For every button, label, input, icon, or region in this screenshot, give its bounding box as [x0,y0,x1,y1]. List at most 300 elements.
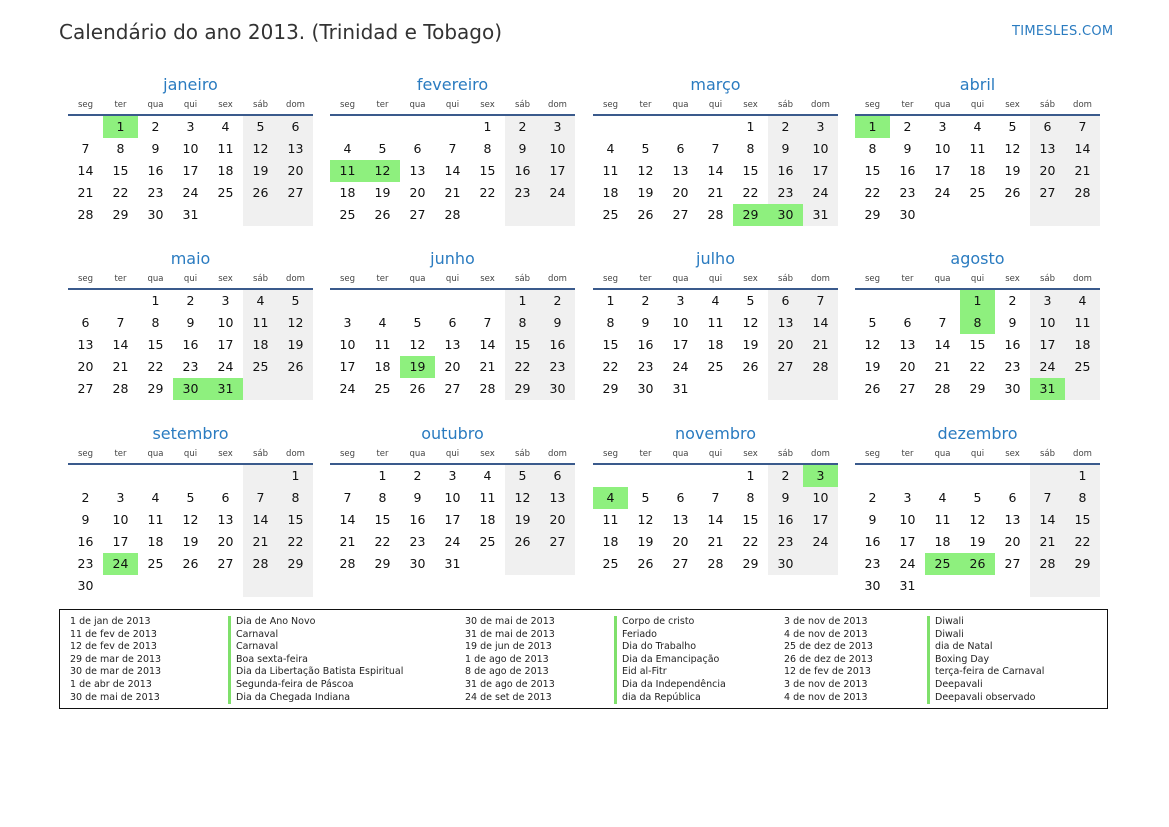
day-cell: 8 [378,490,387,505]
day-cell: 16 [637,337,654,352]
day-cell: 27 [278,182,313,204]
weekday-header [68,96,313,116]
legend-holiday-name: Carnaval [228,641,403,654]
day-cell: 6 [540,465,575,487]
day-cell: 13 [409,163,426,178]
day-cell: 15 [1065,509,1100,531]
weekday-label: seg [77,100,94,110]
day-cell: 1 [746,119,755,134]
empty-cell [68,465,103,487]
weekday-label: ter [639,449,652,459]
day-cell: 7 [1030,487,1065,509]
weekday-header [593,445,838,465]
month-name: setembro [152,424,229,443]
day-cell: 27 [672,207,689,222]
weekday-label: qui [970,100,985,110]
empty-cell [995,204,1030,226]
weekday-header [855,270,1100,290]
day-cell: 16 [1004,337,1021,352]
day-cell: 31 [182,207,199,222]
day-cell: 18 [969,163,986,178]
empty-cell [278,204,313,226]
day-cell: 27 [899,381,916,396]
day-cell: 21 [1065,160,1100,182]
weekday-label: qui [708,274,723,284]
day-cell: 29 [112,207,129,222]
day-cell: 17 [339,359,356,374]
month-setembro [68,423,313,597]
weekday-label: seg [339,100,356,110]
day-cell: 14 [934,337,951,352]
day-cell: 16 [768,509,803,531]
empty-cell [330,290,365,312]
day-cell: 20 [1030,160,1065,182]
day-cell: 11 [374,337,391,352]
day-cell: 2 [768,465,803,487]
day-cell: 20 [768,334,803,356]
empty-cell [540,204,575,226]
day-cell: 4 [1065,290,1100,312]
day-cell: 10 [112,512,129,527]
empty-cell [803,378,838,400]
day-cell: 26 [505,531,540,553]
day-cell: 1 [855,116,890,138]
day-cell: 18 [602,185,619,200]
day-cell: 11 [243,312,278,334]
day-cell: 29 [147,381,164,396]
weekday-label: dom [811,100,830,110]
day-cell: 3 [803,116,838,138]
empty-cell [593,116,628,138]
legend-holiday-name: Diwali [927,629,1044,642]
day-cell: 26 [374,207,391,222]
month-outubro [330,423,575,575]
legend-holiday-name: dia de Natal [927,641,1044,654]
weekday-label: sex [1005,100,1020,110]
day-cell: 7 [711,141,720,156]
day-cell: 24 [803,531,838,553]
day-cell: 3 [676,293,685,308]
day-cell: 28 [243,553,278,575]
weekday-label: sáb [252,449,269,459]
weekday-header [68,445,313,465]
day-cell: 27 [77,381,94,396]
day-cell: 23 [864,556,881,571]
day-cell: 7 [448,141,457,156]
day-cell: 4 [973,119,982,134]
day-cell: 14 [479,337,496,352]
day-cell: 17 [182,163,199,178]
day-cell: 14 [803,312,838,334]
empty-cell [505,553,540,575]
day-cell: 14 [77,163,94,178]
day-cell: 1 [151,293,160,308]
empty-cell [890,465,925,487]
empty-cell [278,575,313,597]
day-cell: 23 [77,556,94,571]
empty-cell [243,204,278,226]
legend-holiday-name: Dia da Chegada Indiana [228,692,403,705]
day-cell: 13 [77,337,94,352]
weekday-label: dom [286,100,305,110]
brand-link[interactable]: TIMESLES.COM [1012,24,1114,39]
day-cell: 28 [707,556,724,571]
empty-cell [435,290,470,312]
weekday-header [68,270,313,290]
day-cell: 23 [409,534,426,549]
day-cell: 2 [505,116,540,138]
day-grid [855,116,1100,226]
empty-cell [400,290,435,312]
day-cell: 15 [864,163,881,178]
day-cell: 16 [147,163,164,178]
weekday-label: ter [114,449,127,459]
day-cell: 30 [540,378,575,400]
day-cell: 22 [602,359,619,374]
weekday-label: dom [811,449,830,459]
legend-names-1 [228,616,403,704]
day-cell: 21 [339,534,356,549]
day-cell: 17 [540,160,575,182]
day-cell: 12 [409,337,426,352]
day-cell: 1 [606,293,615,308]
day-cell: 20 [672,185,689,200]
day-cell: 13 [540,487,575,509]
day-cell: 12 [742,315,759,330]
day-cell: 12 [243,138,278,160]
weekday-label: sex [218,100,233,110]
day-cell: 9 [186,315,195,330]
day-cell: 14 [1065,138,1100,160]
day-cell: 3 [540,116,575,138]
day-cell: 31 [208,378,243,400]
day-cell: 13 [672,163,689,178]
legend-date: 29 de mar de 2013 [70,653,162,665]
day-cell: 7 [116,315,125,330]
day-cell: 16 [505,160,540,182]
day-cell: 14 [243,509,278,531]
legend-date: 31 de ago de 2013 [465,678,555,690]
weekday-label: sex [218,449,233,459]
day-cell: 5 [278,290,313,312]
day-cell: 22 [147,359,164,374]
day-cell: 3 [1030,290,1065,312]
day-cell: 19 [400,356,435,378]
weekday-label: ter [901,274,914,284]
legend-date: 12 de fev de 2013 [70,641,157,653]
day-cell: 19 [864,359,881,374]
day-cell: 7 [938,315,947,330]
day-cell: 20 [1004,534,1021,549]
day-cell: 14 [707,512,724,527]
day-cell: 25 [147,556,164,571]
day-cell: 8 [151,315,160,330]
day-cell: 8 [116,141,125,156]
empty-cell [960,204,995,226]
day-cell: 3 [116,490,125,505]
day-cell: 28 [112,381,129,396]
day-cell: 15 [479,163,496,178]
day-cell: 24 [217,359,234,374]
day-cell: 15 [742,512,759,527]
month-novembro [593,423,838,575]
day-cell: 26 [409,381,426,396]
legend-holiday-name: dia da República [614,692,726,705]
day-cell: 30 [147,207,164,222]
day-cell: 19 [374,185,391,200]
month-name: junho [430,249,475,268]
day-cell: 5 [378,141,387,156]
day-cell: 28 [479,381,496,396]
day-cell: 31 [672,381,689,396]
day-cell: 31 [1030,378,1065,400]
month-maio [68,248,313,400]
day-cell: 15 [505,334,540,356]
day-cell: 6 [1030,116,1065,138]
day-cell: 10 [672,315,689,330]
day-cell: 30 [1004,381,1021,396]
weekday-label: qui [445,449,460,459]
legend-holiday-name: Feriado [614,629,726,642]
day-cell: 29 [969,381,986,396]
day-cell: 26 [960,553,995,575]
legend-date: 30 de mar de 2013 [70,666,162,678]
day-cell: 11 [1065,312,1100,334]
empty-cell [208,204,243,226]
weekday-label: seg [77,449,94,459]
day-cell: 25 [602,207,619,222]
day-cell: 28 [77,207,94,222]
weekday-label: ter [114,274,127,284]
day-cell: 25 [969,185,986,200]
day-cell: 29 [864,207,881,222]
month-name: outubro [421,424,484,443]
day-cell: 17 [934,163,951,178]
day-cell: 26 [278,356,313,378]
legend-date: 25 de dez de 2013 [784,641,873,653]
empty-cell [803,553,838,575]
day-cell: 10 [339,337,356,352]
day-cell: 5 [641,141,650,156]
day-cell: 9 [1008,315,1017,330]
empty-cell [435,116,470,138]
day-cell: 13 [444,337,461,352]
day-cell: 8 [1065,487,1100,509]
legend-date: 24 de set de 2013 [465,691,552,703]
empty-cell [593,465,628,487]
empty-cell [470,204,505,226]
weekday-header [855,445,1100,465]
day-cell: 5 [1008,119,1017,134]
day-cell: 10 [444,490,461,505]
weekday-label: qua [934,274,951,284]
day-cell: 22 [969,359,986,374]
day-cell: 12 [637,163,654,178]
month-name: fevereiro [416,75,489,94]
day-cell: 18 [934,534,951,549]
day-cell: 12 [1004,141,1021,156]
legend-holiday-name: Deepavali [927,679,1044,692]
legend-holiday-name: Carnaval [228,629,403,642]
day-cell: 28 [707,207,724,222]
month-name: janeiro [163,75,218,94]
weekday-label: sex [1005,449,1020,459]
day-cell: 16 [768,160,803,182]
empty-cell [995,465,1030,487]
day-cell: 7 [81,141,90,156]
weekday-label: qua [672,100,689,110]
day-cell: 3 [186,119,195,134]
day-cell: 18 [1065,334,1100,356]
day-cell: 1 [1065,465,1100,487]
empty-cell [138,575,173,597]
day-cell: 8 [746,490,755,505]
month-name: março [690,75,741,94]
day-cell: 26 [1004,185,1021,200]
day-cell: 21 [77,185,94,200]
day-cell: 7 [483,315,492,330]
day-cell: 15 [374,512,391,527]
day-cell: 21 [479,359,496,374]
weekday-label: dom [1073,449,1092,459]
day-cell: 8 [278,487,313,509]
day-cell: 30 [637,381,654,396]
day-cell: 20 [278,160,313,182]
weekday-label: sáb [252,100,269,110]
day-cell: 12 [182,512,199,527]
weekday-label: qua [409,100,426,110]
empty-cell [1065,378,1100,400]
weekday-label: qua [934,100,951,110]
day-cell: 24 [540,182,575,204]
weekday-label: ter [639,100,652,110]
day-grid [330,290,575,400]
day-cell: 13 [1030,138,1065,160]
day-cell: 19 [637,534,654,549]
day-cell: 5 [641,490,650,505]
weekday-label: sáb [514,274,531,284]
day-cell: 7 [1065,116,1100,138]
weekday-label: qua [147,274,164,284]
day-cell: 29 [742,556,759,571]
weekday-label: sex [480,274,495,284]
month-março [593,74,838,226]
weekday-header [855,96,1100,116]
day-cell: 29 [602,381,619,396]
day-cell: 10 [182,141,199,156]
day-cell: 18 [602,534,619,549]
day-cell: 17 [112,534,129,549]
day-cell: 9 [768,487,803,509]
weekday-label: seg [602,449,619,459]
legend-names-3 [927,616,1044,704]
day-cell: 23 [637,359,654,374]
day-cell: 11 [934,512,951,527]
legend-holiday-name: terça-feira de Carnaval [927,666,1044,679]
day-cell: 14 [444,163,461,178]
day-cell: 21 [112,359,129,374]
empty-cell [1065,204,1100,226]
day-cell: 7 [243,487,278,509]
day-cell: 4 [711,293,720,308]
day-cell: 1 [278,465,313,487]
empty-cell [173,465,208,487]
day-cell: 22 [505,356,540,378]
weekday-label: dom [1073,274,1092,284]
day-cell: 16 [77,534,94,549]
day-cell: 4 [221,119,230,134]
legend-holiday-name: Dia da Independência [614,679,726,692]
day-cell: 21 [934,359,951,374]
day-cell: 25 [217,185,234,200]
day-grid [330,465,575,575]
empty-cell [960,575,995,597]
day-cell: 18 [243,334,278,356]
weekday-label: qui [183,100,198,110]
day-cell: 20 [672,534,689,549]
legend-dates-1 [70,616,161,704]
day-cell: 27 [1004,556,1021,571]
day-cell: 18 [217,163,234,178]
legend-holiday-name: Deepavali observado [927,692,1044,705]
empty-cell [890,290,925,312]
day-cell: 2 [641,293,650,308]
legend-date: 30 de mai de 2013 [70,691,160,703]
empty-cell [925,290,960,312]
day-cell: 9 [903,141,912,156]
day-cell: 25 [1065,356,1100,378]
weekday-label: qui [183,274,198,284]
day-grid [855,465,1100,597]
legend-holiday-name: Corpo de cristo [614,616,726,629]
legend-dates-3 [784,616,873,704]
day-cell: 5 [505,465,540,487]
weekday-label: seg [864,100,881,110]
day-cell: 27 [444,381,461,396]
empty-cell [663,465,698,487]
weekday-label: sex [218,274,233,284]
weekday-label: ter [901,100,914,110]
weekday-label: qui [708,449,723,459]
empty-cell [1030,465,1065,487]
day-cell: 22 [479,185,496,200]
day-cell: 14 [1030,509,1065,531]
day-cell: 6 [676,490,685,505]
day-cell: 28 [934,381,951,396]
legend-date: 4 de nov de 2013 [784,691,868,703]
day-cell: 7 [711,490,720,505]
day-cell: 30 [768,204,803,226]
day-cell: 28 [339,556,356,571]
day-cell: 6 [221,490,230,505]
day-cell: 10 [217,315,234,330]
month-fevereiro [330,74,575,226]
empty-cell [330,116,365,138]
weekday-label: sáb [1039,100,1056,110]
day-cell: 2 [81,490,90,505]
day-cell: 18 [339,185,356,200]
day-cell: 11 [969,141,986,156]
month-name: novembro [675,424,756,443]
day-cell: 4 [606,141,615,156]
weekday-label: dom [286,274,305,284]
weekday-label: sáb [777,449,794,459]
day-cell: 21 [243,531,278,553]
day-cell: 26 [864,381,881,396]
weekday-label: seg [602,100,619,110]
day-cell: 9 [81,512,90,527]
day-cell: 5 [746,293,755,308]
